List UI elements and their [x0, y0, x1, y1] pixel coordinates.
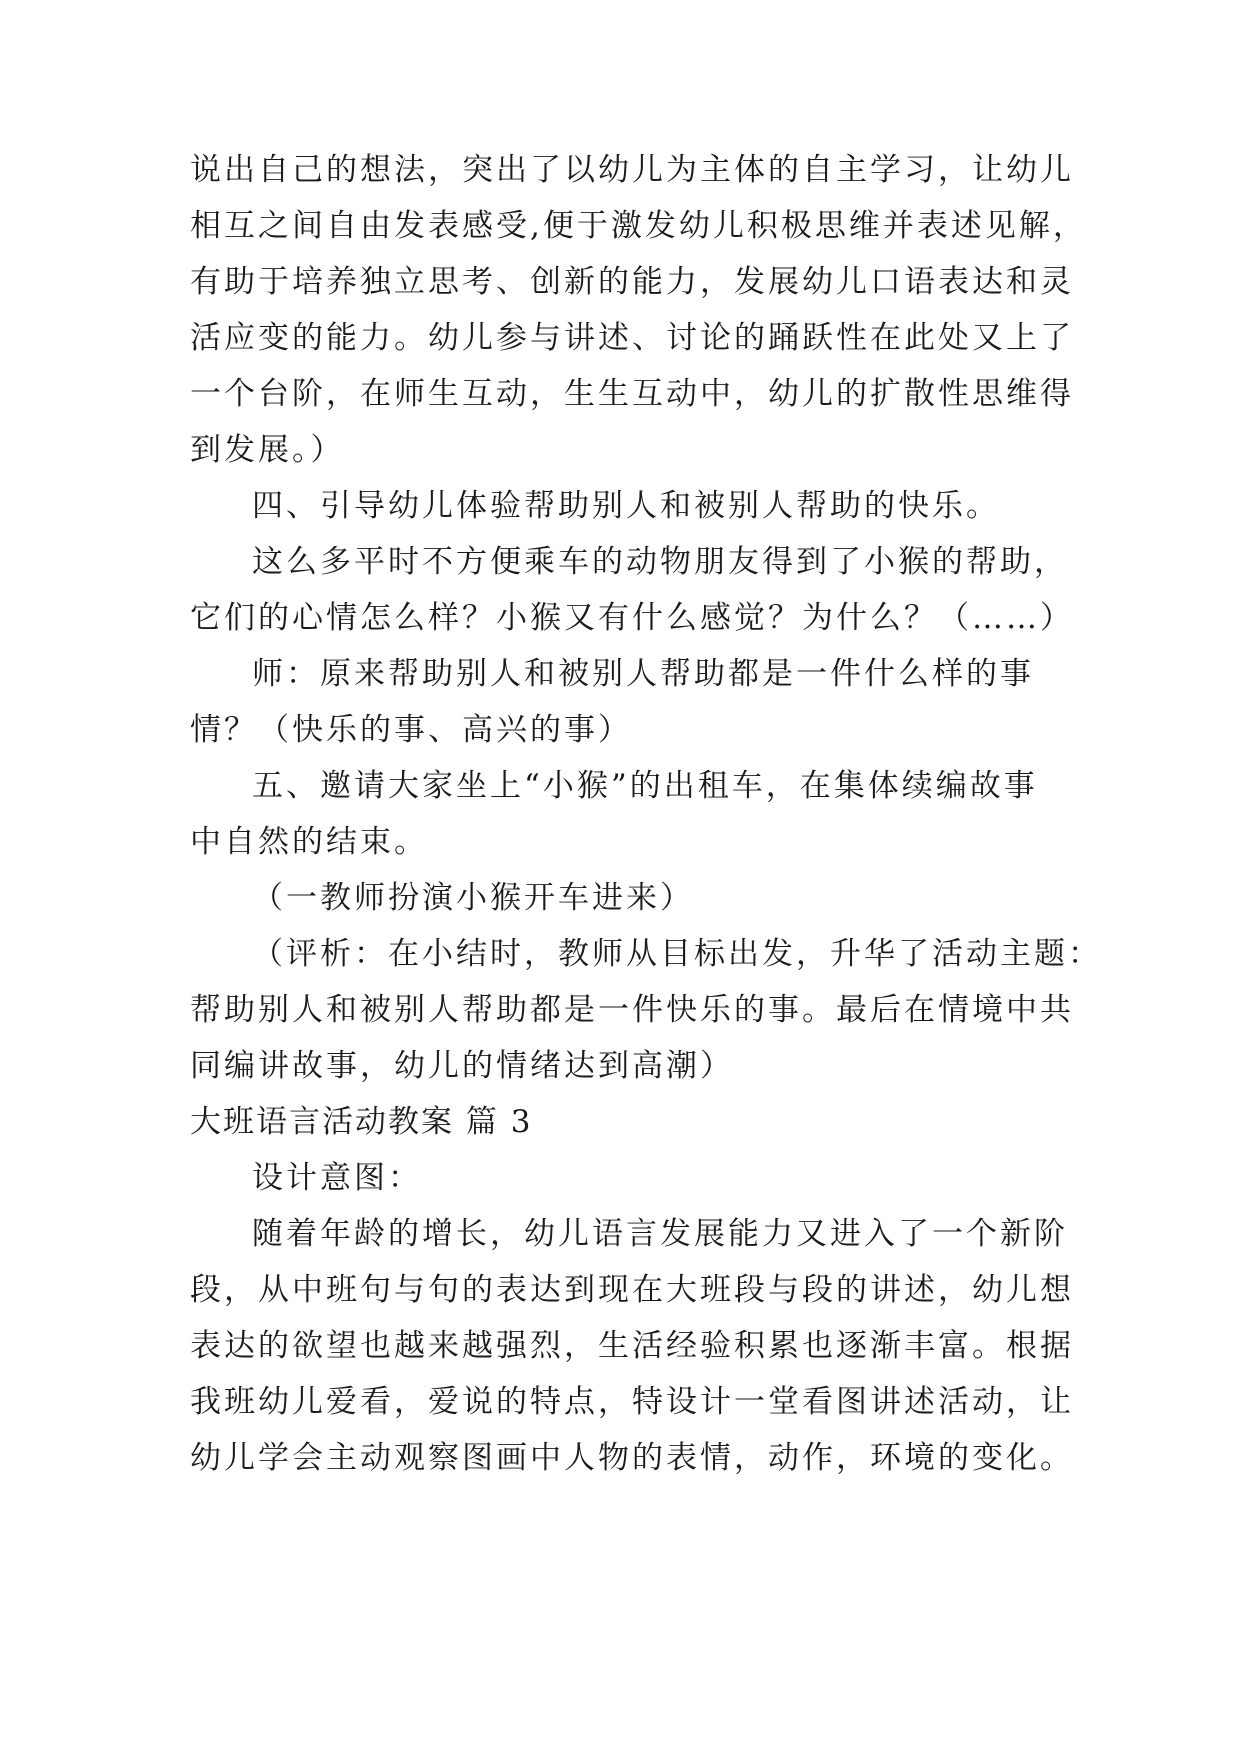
- text-line: （评析：在小结时，教师从目标出发，升华了活动主题：: [252, 936, 1102, 972]
- text-line: 说出自己的想法，突出了以幼儿为主体的自主学习，让幼儿: [190, 152, 1074, 188]
- text-line: 同编讲故事，幼儿的情绪达到高潮）: [190, 1048, 734, 1084]
- text-line: 它们的心情怎么样？小猴又有什么感觉？为什么？（……）: [190, 600, 1074, 636]
- text-line: （一教师扮演小猴开车进来）: [252, 880, 694, 916]
- text-line: 一个台阶，在师生互动，生生互动中，幼儿的扩散性思维得: [190, 376, 1074, 412]
- text-line: 我班幼儿爱看，爱说的特点，特设计一堂看图讲述活动，让: [190, 1384, 1074, 1420]
- text-line: 设计意图：: [252, 1160, 422, 1196]
- text-line: 段，从中班句与句的表达到现在大班段与段的讲述，幼儿想: [190, 1272, 1074, 1308]
- text-line: 这么多平时不方便乘车的动物朋友得到了小猴的帮助，: [252, 544, 1068, 580]
- text-line: 师：原来帮助别人和被别人帮助都是一件什么样的事: [252, 656, 1034, 692]
- text-line: 中自然的结束。: [190, 824, 428, 860]
- text-line: 幼儿学会主动观察图画中人物的表情，动作，环境的变化。: [190, 1440, 1074, 1476]
- section-heading: 四、引导幼儿体验帮助别人和被别人帮助的快乐。: [252, 488, 1000, 524]
- text-line: 随着年龄的增长，幼儿语言发展能力又进入了一个新阶: [252, 1216, 1068, 1252]
- text-line: 到发展。）: [190, 432, 345, 468]
- text-line: 活应变的能力。幼儿参与讲述、讨论的踊跃性在此处又上了: [190, 320, 1074, 356]
- article-heading: 大班语言活动教案 篇 3: [190, 1104, 533, 1140]
- text-line: 表达的欲望也越来越强烈，生活经验积累也逐渐丰富。根据: [190, 1328, 1074, 1364]
- text-line: 相互之间自由发表感受,便于激发幼儿积极思维并表述见解，: [190, 208, 1087, 244]
- text-line: 情？（快乐的事、高兴的事）: [190, 712, 632, 748]
- section-heading: 五、邀请大家坐上“小猴”的出租车，在集体续编故事: [252, 768, 1038, 804]
- text-line: 有助于培养独立思考、创新的能力，发展幼儿口语表达和灵: [190, 264, 1074, 300]
- text-line: 帮助别人和被别人帮助都是一件快乐的事。最后在情境中共: [190, 992, 1074, 1028]
